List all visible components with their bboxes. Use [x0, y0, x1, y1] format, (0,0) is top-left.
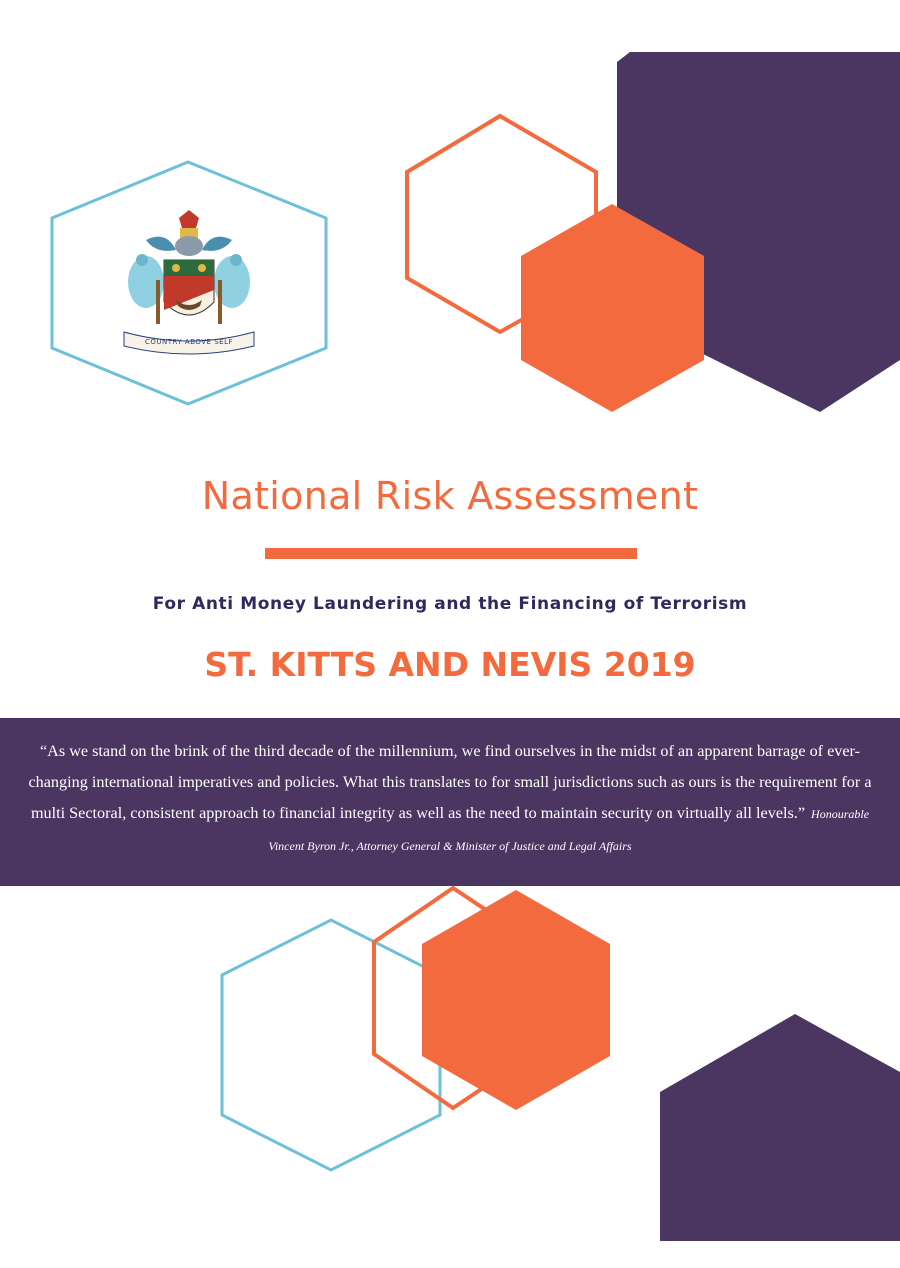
- country-year-heading: ST. KITTS AND NEVIS 2019: [204, 645, 696, 684]
- quote-attribution: Honourable Vincent Byron Jr., Attorney General & Minister of Justice and Legal Affairs: [268, 807, 870, 853]
- quote-block: [22, 736, 878, 862]
- purple-hexagon-bottom: [660, 1014, 900, 1241]
- coat-of-arms: [116, 210, 262, 356]
- crest-motto: COUNTRY ABOVE SELF: [144, 338, 234, 346]
- blue-hexagon-outline-bottom: [222, 920, 440, 1170]
- title-underline: [265, 548, 637, 559]
- coat-of-arms-icon: [116, 210, 262, 356]
- subtitle: For Anti Money Laundering and the Financing of Terrorism: [152, 594, 748, 614]
- page-title: National Risk Assessment: [201, 474, 699, 518]
- quote-text: “As we stand on the brink of the third decade of the millennium, we find ourselves in the midst of an apparent barrage of ever-changing international imperatives and policies. What this translates to for small jurisdictions such as ours is the requirement for a multi Sectoral, consistent approach to financial integrity as well as the need to maintain security on virtually all levels.”: [28, 742, 872, 822]
- orange-hexagon-outline-bottom: [374, 888, 534, 1108]
- orange-hexagon-filled-bottom: [422, 890, 610, 1110]
